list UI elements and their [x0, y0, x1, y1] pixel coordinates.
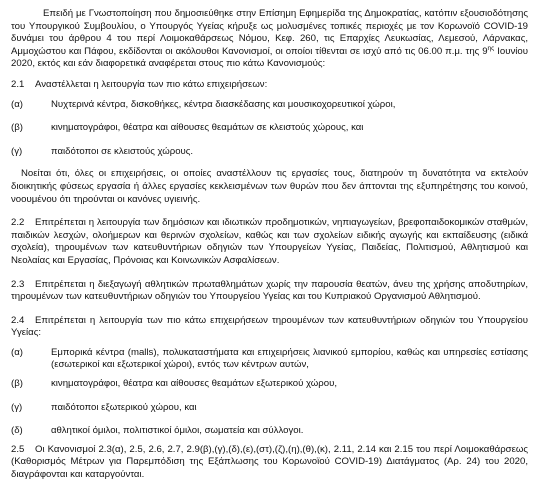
section-number: 2.4: [11, 314, 25, 326]
intro-paragraph: [11, 8, 528, 71]
list-item-label: (δ): [11, 425, 23, 437]
list-item: [11, 122, 528, 135]
ordinal-suffix: ης: [487, 44, 495, 52]
list-item-text: αθλητικοί όμιλοι, πολιτιστικοί όμιλοι, σωματεία και σύλλογοι.: [51, 425, 304, 437]
intro-text: Επειδή με Γνωστοποίηση που δημοσιεύθηκε στην Επίσημη Εφημερίδα της Δημοκρατίας, κατόπιν εξουσιοδότησης του Υπουργικού Συμβουλίου, ο Υπουργός Υγείας κήρυξε ως μολυσμένες τοπικές περιοχές με τον Κορωνοϊό COVID-19 δυνάμει του άρθρου 4 του περί Λοιμοκαθάρσεως Νόμου, Κεφ. 260, τις Επαρχίες Λευκωσίας, Λεμεσού, Λάρνακας, Αμμοχώστου και Πάφου, εκδίδονται οι ακόλουθοι Κανονισμοί, οι οποίοι τίθενται σε ισχύ από τις 06.00 π.μ. της 9: [11, 8, 528, 57]
section-2-1-heading: [11, 79, 528, 92]
list-item-label: (α): [11, 346, 23, 358]
section-text: Επιτρέπεται η διεξαγωγή αθλητικών πρωταθλημάτων χωρίς την παρουσία θεατών, άνευ της χρήσης αποδυτηρίων, τηρουμένων των κατευθυντήριων οδηγιών του Υπουργείου Υγείας και του Κυπριακού Οργανισμού Αθλητισμού.: [11, 278, 528, 303]
section-text: Αναστέλλεται η λειτουργία των πιο κάτω επιχειρήσεων:: [35, 78, 268, 90]
list-item: [11, 99, 528, 112]
intro-text-end: Ιουνίου 2020, εκτός και εάν διαφορετικά αναφέρεται στους πιο κάτω Κανονισμούς:: [11, 45, 528, 70]
section-2-2-paragraph: [11, 217, 528, 267]
list-item: [11, 146, 528, 159]
list-item: [11, 378, 528, 391]
list-item-label: (γ): [11, 145, 23, 157]
section-number: 2.2: [11, 217, 25, 229]
list-item-text: Εμπορικά κέντρα (malls), πολυκαταστήματα και επιχειρήσεις λιανικού εμπορίου, καθώς και υπηρεσίες εστίασης (εσωτερικοί και εξωτερικοί χώροι), εντός των κέντρων αυτών,: [51, 346, 528, 371]
list-item-text: παιδότοποι εξωτερικού χώρου, και: [51, 401, 197, 413]
document-page: [11, 8, 528, 482]
section-number: 2.3: [11, 278, 25, 290]
list-item: [11, 347, 528, 372]
section-number: 2.1: [11, 78, 25, 90]
section-text: Οι Κανονισμοί 2.3(α), 2.5, 2.6, 2.7, 2.9(β),(γ),(δ),(ε),(στ),(ζ),(η),(θ),(κ), 2.11, 2.14 και 2.15 του περί Λοιμοκαθάρσεως (Καθορισμός Μέτρων για Παρεμπόδιση της Εξάπλωσης του Κορωνοϊού COVID-19) Διατάγματος (Αρ. 24) του 2020, διαγράφονται και καταργούνται.: [11, 443, 528, 481]
list-item-label: (α): [11, 98, 23, 110]
proviso-paragraph: Νοείται ότι, όλες οι επιχειρήσεις, οι οποίες αναστέλλουν τις εργασίες τους, διατηρούν τη δυνατότητα να εκτελούν διοικητικής φύσεως εργασία ή άλλες εργασίες κεκλεισμένων των θυρών που δεν άπτονται της εξυπηρέτησης του κοινού, νοουμένου ότι τηρούνται οι κανόνες υγιεινής.: [11, 168, 528, 205]
list-item-label: (β): [11, 122, 23, 134]
list-item-label: (γ): [11, 401, 23, 413]
list-item-text: Νυχτερινά κέντρα, δισκοθήκες, κέντρα διασκέδασης και μουσικοχορευτικοί χώροι,: [51, 98, 396, 110]
list-item-text: κινηματογράφοι, θέατρα και αίθουσες θεαμάτων σε κλειστούς χώρους, και: [51, 122, 364, 134]
list-item: [11, 425, 528, 438]
list-item-label: (β): [11, 378, 23, 390]
section-text: Επιτρέπεται η λειτουργία των δημόσιων και ιδιωτικών προδημοτικών, νηπιαγωγείων, βρεφοπαιδοκομικών σταθμών, παιδικών λεσχών, ολοήμερων και θερινών σχολείων, καθώς και των σχολείων ειδικής αγωγής και εκπαίδευσης (ειδικά σχολεία), τηρουμένων των κατευθυντήριων οδηγιών των Υπουργείων Υγείας, Παιδείας, Πολιτισμού, Αθλητισμού και Νεολαίας και Εργασίας, Πρόνοιας και Κοινωνικών Ασφαλίσεων.: [11, 217, 528, 266]
section-2-5-paragraph: [11, 444, 528, 482]
section-2-4-heading: [11, 315, 528, 340]
section-text: Επιτρέπεται η λειτουργία των πιο κάτω επιχειρήσεων τηρουμένων των κατευθυντήριων οδηγιών του Υπουργείου Υγείας:: [11, 314, 528, 339]
section-number: 2.5: [11, 443, 25, 455]
list-item-text: κινηματογράφοι, θέατρα και αίθουσες θεαμάτων εξωτερικού χώρου,: [51, 378, 337, 390]
section-2-3-paragraph: [11, 279, 528, 304]
list-item-text: παιδότοποι σε κλειστούς χώρους.: [51, 145, 194, 157]
list-item: [11, 402, 528, 415]
